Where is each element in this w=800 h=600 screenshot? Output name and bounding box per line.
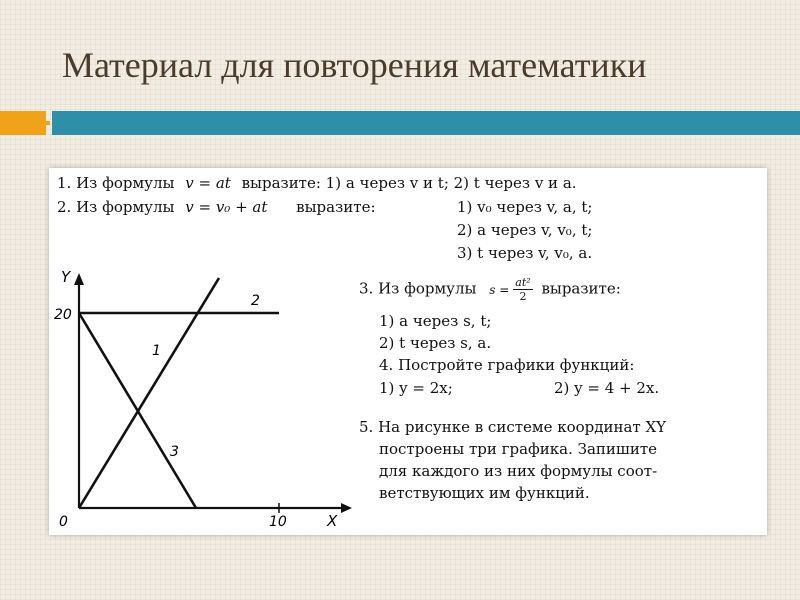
problem-3-item-2: 2) t через s, a. [379,334,492,352]
problem-3-prefix: 3. Из формулы [359,279,477,298]
problem-5-line-2: построены три графика. Запишите [379,440,658,458]
graph [49,263,359,533]
problem-1-rest: выразите: 1) a через v и t; 2) t через v и a. [241,174,577,192]
problem-3-formula-lhs: s = [489,282,510,297]
problem-1-prefix: 1. Из формулы [57,174,175,192]
x-axis-label: X [327,512,338,530]
y-axis-arrow [74,273,84,285]
problem-2-ask: выразите: [296,198,376,216]
problem-3-fraction-den: 2 [519,290,527,303]
problem-3-fraction-num: at² [515,276,531,289]
problem-5-line-1: 5. На рисунке в системе координат XY [359,418,667,436]
problem-4: 4. Постройте графики функций: [379,356,635,374]
problem-3 [359,276,621,303]
problem-3-item-1: 1) a через s, t; [379,312,492,330]
problem-3-fraction [513,276,532,303]
accent-strip [52,111,800,135]
y-axis-label: Y [61,268,71,286]
graph-line-3-label: 3 [170,444,179,460]
problem-2-item-2: 2) a через v, v₀, t; [457,221,593,239]
x-tick-label-10: 10 [269,514,287,530]
problem-4-item-2: 2) y = 4 + 2x. [554,379,660,397]
problem-5-line-3: для каждого из них формулы соот- [379,462,658,480]
problem-1 [57,174,577,192]
problem-5-line-4: ветствующих им функций. [379,484,590,502]
slide-title: Материал для повторения математики [62,45,647,85]
accent-connector [46,121,50,125]
problem-1-formula: v = at [185,174,231,192]
problem-2-item-1: 1) v₀ через v, a, t; [457,198,593,216]
x-axis-arrow [341,503,352,513]
graph-line-2-label: 2 [251,293,260,309]
y-tick-label-20: 20 [54,307,72,323]
origin-label: 0 [59,514,68,530]
problem-2-formula: v = v₀ + at [185,198,268,216]
graph-line-1-label: 1 [152,343,161,359]
accent-block [0,111,46,135]
problem-2 [57,198,376,216]
problem-3-ask: выразите: [541,279,621,298]
problem-sheet [49,168,767,535]
problem-2-prefix: 2. Из формулы [57,198,175,216]
problem-2-item-3: 3) t через v, v₀, a. [457,244,593,262]
problem-4-item-1: 1) y = 2x; [379,379,453,397]
